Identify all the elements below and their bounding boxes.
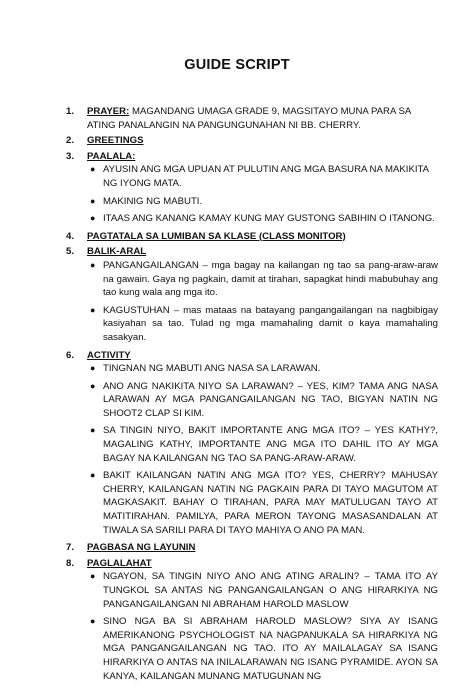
bullet-list [87, 362, 438, 537]
bullet-icon: ● [90, 259, 96, 270]
section-number: 1. [66, 106, 75, 117]
section-heading: ACTIVITY [87, 349, 131, 361]
section-number: 5. [66, 246, 75, 258]
bullet-icon: ● [90, 195, 96, 206]
bullet-list [87, 570, 438, 683]
section-number: 2. [66, 135, 75, 147]
list-item: ● AYUSIN ANG MGA UPUAN AT PULUTIN ANG MGA BASURA NA MAKIKITA NG IYONG MATA. [90, 164, 429, 189]
bullet-icon: ● [90, 213, 96, 224]
list-item: ● NGAYON, SA TINGIN NIYO ANO ANG ATING ARALIN? – TAMA ITO AY TUNGKOL SA ANTAS NG PANGANGAILANGAN O ANG HIRARKIYA NG PANGANGAILANGAN NI ABRAHAM HAROLD MASLOW [90, 571, 438, 610]
section-number: 3. [66, 150, 75, 162]
section-prayer [66, 105, 438, 132]
list-item: ● ITAAS ANG KANANG KAMAY KUNG MAY GUSTONG SABIHIN O ITANONG. [90, 213, 435, 225]
list-item: ● ANO ANG NAKIKITA NIYO SA LARAWAN? – YES, KIM? TAMA ANG NASA LARAWAN AY MGA PANGANGAILANGAN NG TAO, BIGYAN NATIN NG SHOOT2 CLAP SI KIM. [90, 380, 438, 419]
bullet-icon: ● [90, 470, 96, 481]
section-attendance [66, 230, 438, 244]
bullet-icon: ● [90, 164, 96, 175]
section-text: MAGANDANG UMAGA GRADE 9, MAGSITAYO MUNA PARA SA ATING PANALANGIN NA PANGUNGUNAHAN NI BB. CHERRY. [87, 106, 411, 131]
section-number: 6. [66, 349, 75, 361]
bullet-icon: ● [90, 425, 96, 436]
section-layunin [66, 541, 438, 555]
section-heading: PAALALA: [87, 150, 136, 162]
bullet-icon: ● [90, 363, 96, 374]
document-title: GUIDE SCRIPT [184, 57, 290, 73]
section-number: 7. [66, 542, 75, 554]
section-paalala [66, 150, 438, 226]
list-item: ● MAKINIG NG MABUTI. [90, 195, 203, 207]
section-paglalahat [66, 557, 438, 683]
list-item: ● BAKIT KAILANGAN NATIN ANG MGA ITO? YES, CHERRY? MAHUSAY CHERRY, KAILANGAN NATIN NG PAGKAIN PARA DI TAYO MAGUTOM AT MAGKASAKIT. BAHAY O TIRAHAN, PARA MAY MATULUGAN TAYO AT MATITIRAHAN. PAMILYA, PARA MERON TAYONG MASASANDALAN AT TIWALA SA SARILI PARA DI TAYO MAHIYA O ANO PA MAN. [90, 470, 438, 536]
section-heading: BALIK-ARAL [87, 246, 147, 258]
bullet-list [87, 259, 438, 345]
document-body [66, 105, 438, 687]
section-number: 4. [66, 230, 75, 242]
section-balik-aral [66, 245, 438, 344]
section-heading: PAGTATALA SA LUMIBAN SA KLASE (CLASS MONITOR) [87, 230, 346, 242]
list-item: ● SINO NGA BA SI ABRAHAM HAROLD MASLOW? SIYA AY ISANG AMERIKANONG PSYCHOLOGIST NA NAGPANUKALA SA HIRARKIYA NG MGA PANGANGAILANGAN NG TAO. ITO AY MAILALAGAY SA ISANG HIRARKIYA O ANTAS NA INILALARAWAN NG ISANG PYRAMIDE. AYON SA KANYA, KAILANGAN MUNANG MATUGUNAN NG [90, 616, 438, 682]
bullet-icon: ● [90, 571, 96, 582]
section-heading: GREETINGS [87, 135, 144, 147]
section-heading: PAGBASA NG LAYUNIN [87, 542, 196, 554]
list-item: ● TINGNAN NG MABUTI ANG NASA SA LARAWAN. [90, 363, 321, 375]
bullet-icon: ● [90, 304, 96, 315]
section-activity [66, 349, 438, 538]
list-item: ● KAGUSTUHAN – mas mataas na batayang pangangailangan na nagbibigay kasiyahan sa tao. Tulad ng mga mamahaling damit o kaya mamahaling sasakyan. [90, 304, 438, 343]
list-item: ● SA TINGIN NIYO, BAKIT IMPORTANTE ANG MGA ITO? – YES KATHY?, MAGALING KATHY, IMPORTANTE ANG MGA ITO DAHIL ITO AY MGA BAGAY NA KAILANGAN NG TAO SA PANG-ARAW-ARAW. [90, 425, 438, 464]
section-heading: PRAYER: [87, 106, 130, 117]
bullet-icon: ● [90, 616, 96, 627]
section-number: 8. [66, 557, 75, 569]
bullet-list [87, 163, 438, 225]
section-greetings [66, 134, 438, 148]
bullet-icon: ● [90, 380, 96, 391]
list-item: ● PANGANGAILANGAN – mga bagay na kailangan ng tao sa pang-araw-araw na gawain. Gaya ng pagkain, damit at tirahan, sapagkat hindi mabubuhay ang tao kung wala ang mga ito. [90, 259, 438, 299]
section-heading: PAGLALAHAT [87, 557, 152, 569]
